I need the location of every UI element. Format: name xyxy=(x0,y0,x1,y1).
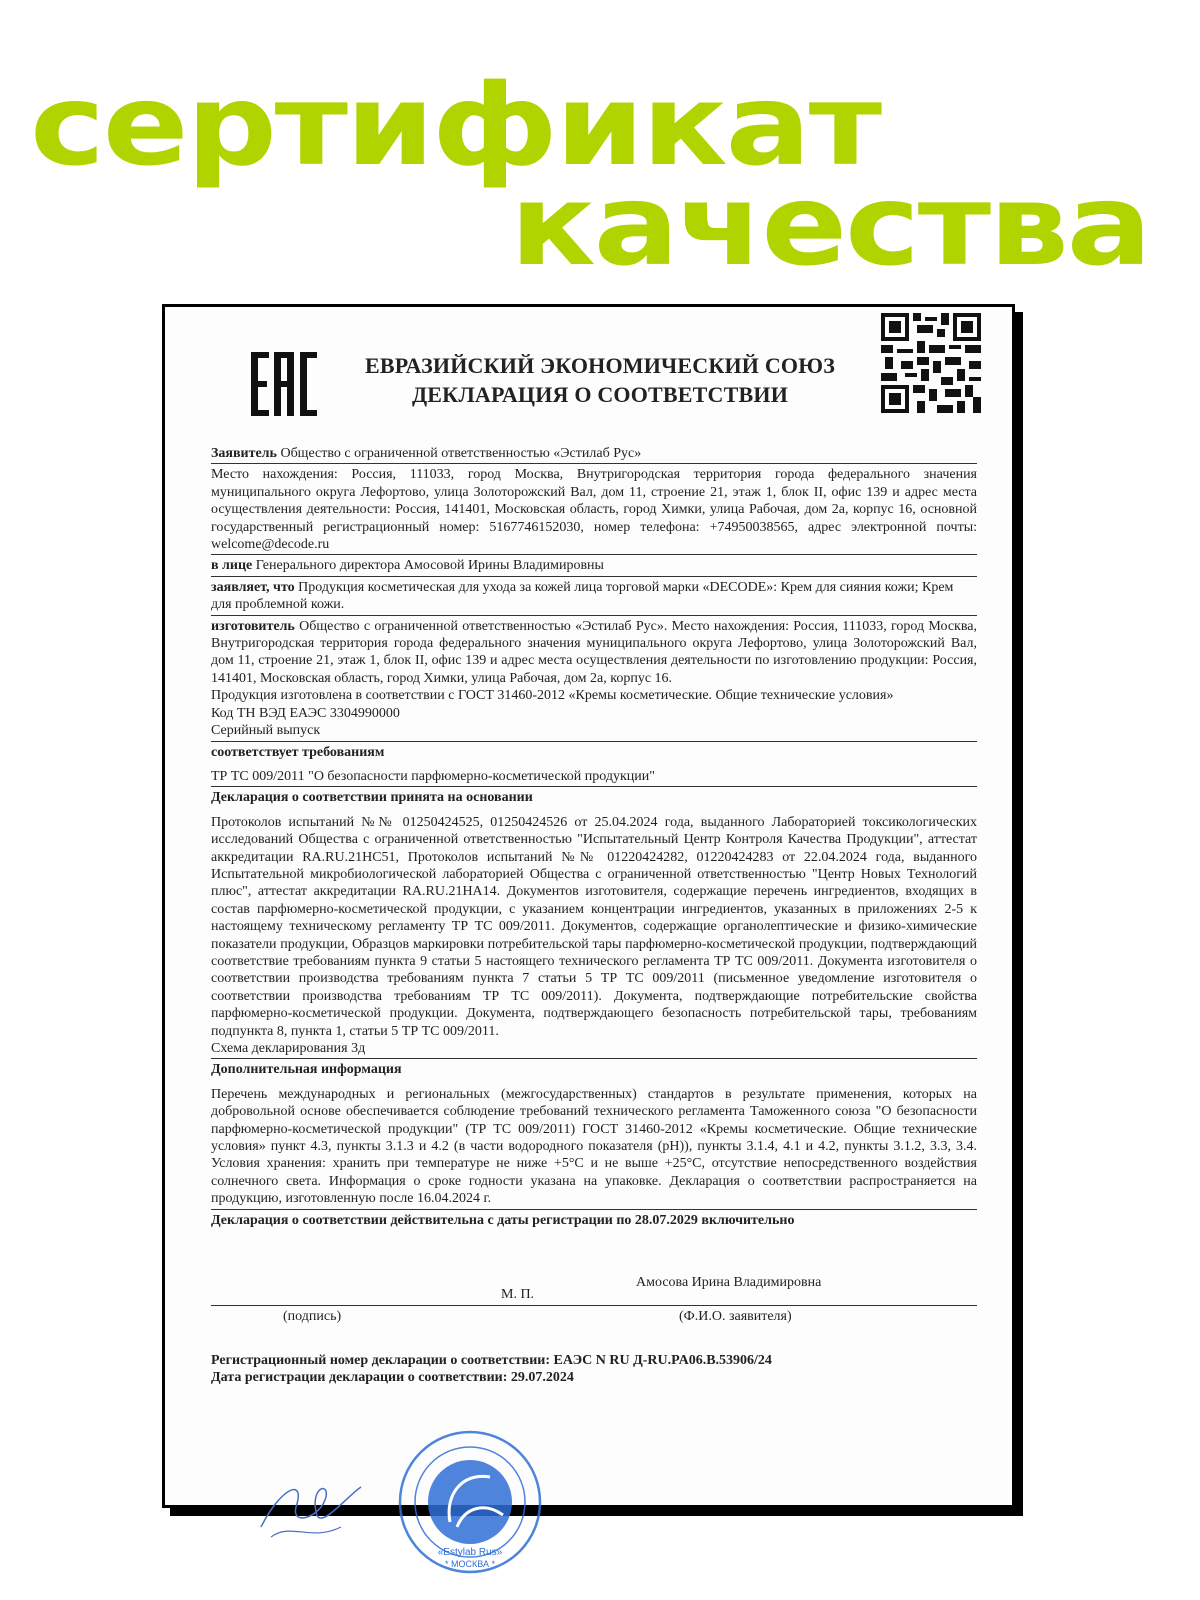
spacer xyxy=(211,1079,977,1086)
declares-label: заявляет, что xyxy=(211,579,295,595)
additional-text: Перечень международных и региональных (межгосударственных) стандартов в результате применения, которых на добровольной основе обеспечивается соблюдение требований технического регламента Таможенного союза "О безопасности парфюмерно-косметической продукции" (ТР ТС 009/2011) ГОСТ 31460-2012 «Кремы косметические. Общие технические условия» пункт 4.3, пункты 3.1.3 и 4.2 (в части водородного показателя (pH)), пункты 3.1.4, 4.1 и 4.2, пункты 3.1.2, 3.3, 3.4. Условия хранения: хранить при температуре не ниже +5°С и не выше +25°С, отсутствие непосредственного воздействия солнечного света. Информация о сроке годности указана на упаковке. Декларация о соответствии распространяется на продукцию, изготовленную после 16.04.2024 г. xyxy=(211,1086,977,1210)
svg-text:«Estylab Rus»: «Estylab Rus» xyxy=(437,1547,503,1558)
serial-release: Серийный выпуск xyxy=(211,722,977,741)
basis-row xyxy=(211,789,977,806)
qr-code-icon[interactable] xyxy=(881,313,981,413)
complies-label: соответствует требованиям xyxy=(211,744,385,760)
additional-row xyxy=(211,1061,977,1078)
reg-number-row xyxy=(211,1352,977,1369)
document-body xyxy=(211,445,977,1387)
headline-certificate: сертификат xyxy=(30,61,880,191)
applicant-row xyxy=(211,445,977,464)
document-title xyxy=(335,351,865,409)
basis-label: Декларация о соответствии принята на основании xyxy=(211,790,533,806)
spacer xyxy=(211,761,977,768)
applicant-address: Место нахождения: Россия, 111033, город Москва, Внутригородская территория города федерального значения муниципального округа Лефортово, улица Золоторожский Вал, дом 11, строение 21, этаж 1, блок II, офис 139 и адрес места осуществления деятельности: Россия, 141401, Московская область, город Химки, улица Рабочая, дом 2а, корпус 16, основной государственный регистрационный номер: 5167746152030, номер телефона: +74950038565, адрес электронной почты: welcome@decode.ru xyxy=(211,466,977,555)
additional-label: Дополнительная информация xyxy=(211,1062,402,1078)
gost-line: Продукция изготовлена в соответствии с ГОСТ 31460-2012 «Кремы косметические. Общие технические условия» xyxy=(211,688,894,704)
name-caption: (Ф.И.О. заявителя) xyxy=(679,1309,792,1325)
represented-label: в лице xyxy=(211,558,253,574)
tnved-code: Код ТН ВЭД ЕАЭС 3304990000 xyxy=(211,705,400,721)
manufacturer-value: Общество с ограниченной ответственностью «Эстилаб Рус». Место нахождения: Россия, 111033, город Москва, Внутригородская территория города федерального значения муниципального округа Лефортово, улица Золоторожский Вал, дом 11, строение 21, этаж 1, блок II, офис 139 и адрес места осуществления деятельности по изготовлению продукции: Россия, 141401, Московская область, город Химки, улица Рабочая, дом 2а, корпус 16. xyxy=(211,618,977,686)
eac-logo-icon xyxy=(251,352,317,416)
company-stamp-icon xyxy=(395,1427,545,1577)
manufacturer-label: изготовитель xyxy=(211,618,295,634)
represented-value: Генерального директора Амосовой Ирины Владимировны xyxy=(255,558,604,574)
represented-row xyxy=(211,557,977,576)
spacer xyxy=(211,807,977,814)
declares-row xyxy=(211,579,977,616)
signature-icon xyxy=(251,1467,371,1547)
validity-row xyxy=(211,1212,977,1229)
title-union: ЕВРАЗИЙСКИЙ ЭКОНОМИЧЕСКИЙ СОЮЗ xyxy=(364,353,836,378)
declaration-scheme: Схема декларирования 3д xyxy=(211,1040,977,1059)
applicant-label: Заявитель xyxy=(211,446,277,461)
validity-text: Декларация о соответствии действительна с даты регистрации по 28.07.2029 включительно xyxy=(211,1212,795,1228)
signature-caption: (подпись) xyxy=(283,1309,342,1325)
reg-date-row xyxy=(211,1369,977,1386)
title-declaration: ДЕКЛАРАЦИЯ О СООТВЕТСТВИИ xyxy=(411,382,789,407)
basis-text: Протоколов испытаний №№ 01250424525, 01250424526 от 25.04.2024 года, выданного Лабораторией токсикологических исследований Общества с ограниченной ответственностью "Испытательный Центр Контроля Качества Продукции", аттестат аккредитации RA.RU.21НС51, Протоколов испытаний №№ 01220424282, 01220424283 от 22.04.2024 года, выданного Испытательной микробиологической лабораторией Общества с ограниченной ответственностью "Центр Новых Технологий плюс", аттестат аккредитации RA.RU.21НА14. Документов изготовителя, содержащие перечень ингредиентов, входящих в состав парфюмерно-косметической продукции, с указанием концентрации ингредиентов, указанных в приложениях 2-5 к настоящему техническому регламенту ТР ТС 009/2011. Документов, содержащие органолептические и физико-химические показатели продукции, Образцов маркировки потребительской тары парфюмерно-косметической продукции, подтверждающий соответствие требованиям пункта 9 статьи 5 настоящего технического регламента ТР ТС 009/2011. Документа изготовителя о соответствии производства требованиям пункта 7 статьи 5 ТР ТС 009/2011 (письменное уведомление изготовителя о соответствии производства требованиям ТР ТС 009/2011). Документа, подтверждающие потребительские свойства парфюмерно-косметической продукции. Документа, подтверждающего безопасность потребительской тары, требованиям подпункта 8, пункта 1, статьи 5 ТР ТС 009/2011. xyxy=(211,814,977,1039)
registration-number: Регистрационный номер декларации о соответствии: ЕАЭС N RU Д-RU.PA06.B.53906/24 xyxy=(211,1353,772,1369)
signatory-name: Амосова Ирина Владимировна xyxy=(636,1274,822,1290)
manufacturer-row xyxy=(211,618,977,688)
regulation: ТР ТС 009/2011 "О безопасности парфюмерно-косметической продукции" xyxy=(211,768,977,787)
seal-label: М. П. xyxy=(501,1286,535,1302)
declaration-document xyxy=(162,304,1015,1569)
signature-row xyxy=(211,1245,977,1306)
registration-date: Дата регистрации декларации о соответствии: 29.07.2024 xyxy=(211,1370,574,1386)
svg-text:* МОСКВА *: * МОСКВА * xyxy=(445,1559,495,1569)
signature-captions xyxy=(211,1306,977,1328)
applicant-value: Общество с ограниченной ответственностью «Эстилаб Рус» xyxy=(280,446,642,461)
headline-quality: качества xyxy=(510,161,1150,291)
declares-value: Продукция косметическая для ухода за кожей лица торговой марки «DECODE»: Крем для сияния кожи; Крем для проблемной кожи. xyxy=(211,579,954,613)
complies-row xyxy=(211,744,977,761)
spacer xyxy=(211,1328,977,1352)
